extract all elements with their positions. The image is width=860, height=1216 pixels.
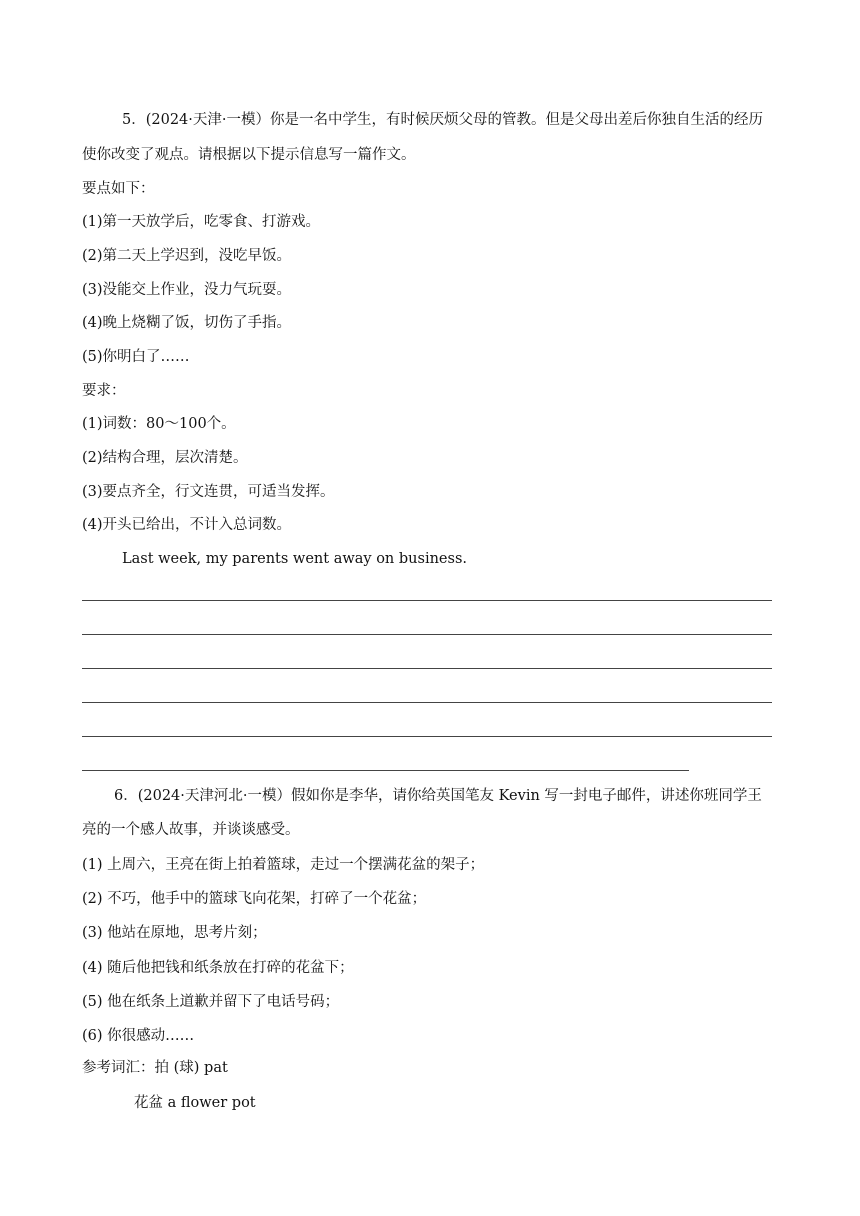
- q5-requirement-3: (3)要点齐全，行文连贯，可适当发挥。: [82, 484, 335, 500]
- answer-line-2[interactable]: [82, 634, 772, 635]
- q6-prompt-line-2: 亮的一个感人故事，并谈谈感受。: [82, 822, 300, 838]
- q6-prompt-line-1: 6．(2024·天津河北·一模）假如你是李华，请你给英国笔友 Kevin 写一封电子邮件，讲述你班同学王: [114, 788, 762, 804]
- q5-point-4: (4)晚上烧糊了饭，切伤了手指。: [82, 315, 292, 331]
- q6-point-2: (2) 不巧，他手中的篮球飞向花架，打碎了一个花盆；: [82, 891, 427, 907]
- q5-points-title: 要点如下：: [82, 181, 155, 197]
- q5-point-3: (3)没能交上作业，没力气玩耍。: [82, 282, 292, 298]
- q6-point-1: (1) 上周六，王亮在街上拍着篮球，走过一个摆满花盆的架子；: [82, 857, 485, 873]
- q5-opening-sentence: Last week, my parents went away on business.: [122, 551, 467, 567]
- answer-line-5[interactable]: [82, 736, 772, 737]
- q6-point-4: (4) 随后他把钱和纸条放在打碎的花盆下；: [82, 960, 354, 976]
- q5-point-1: (1)第一天放学后，吃零食、打游戏。: [82, 214, 321, 230]
- q5-point-2: (2)第二天上学迟到，没吃早饭。: [82, 248, 292, 264]
- q5-prompt-line-1: 5．(2024·天津·一模）你是一名中学生，有时候厌烦父母的管教。但是父母出差后你独自生活的经历: [122, 112, 763, 128]
- q5-requirement-2: (2)结构合理，层次清楚。: [82, 450, 248, 466]
- answer-line-6[interactable]: [82, 770, 689, 771]
- q5-requirements-title: 要求：: [82, 383, 126, 399]
- answer-line-4[interactable]: [82, 702, 772, 703]
- q5-point-5: (5)你明白了……: [82, 349, 190, 365]
- q6-vocab-item: 花盆 a flower pot: [134, 1095, 256, 1111]
- q5-requirement-4: (4)开头已给出，不计入总词数。: [82, 517, 292, 533]
- answer-line-1[interactable]: [82, 600, 772, 601]
- q5-prompt-line-2: 使你改变了观点。请根据以下提示信息写一篇作文。: [82, 147, 416, 163]
- q6-point-5: (5) 他在纸条上道歉并留下了电话号码；: [82, 994, 340, 1010]
- q6-point-3: (3) 他站在原地，思考片刻；: [82, 925, 267, 941]
- q5-requirement-1: (1)词数：80～100个。: [82, 416, 236, 432]
- q6-point-6: (6) 你很感动……: [82, 1028, 195, 1044]
- q6-vocab-title: 参考词汇：拍 (球) pat: [82, 1060, 228, 1076]
- answer-line-3[interactable]: [82, 668, 772, 669]
